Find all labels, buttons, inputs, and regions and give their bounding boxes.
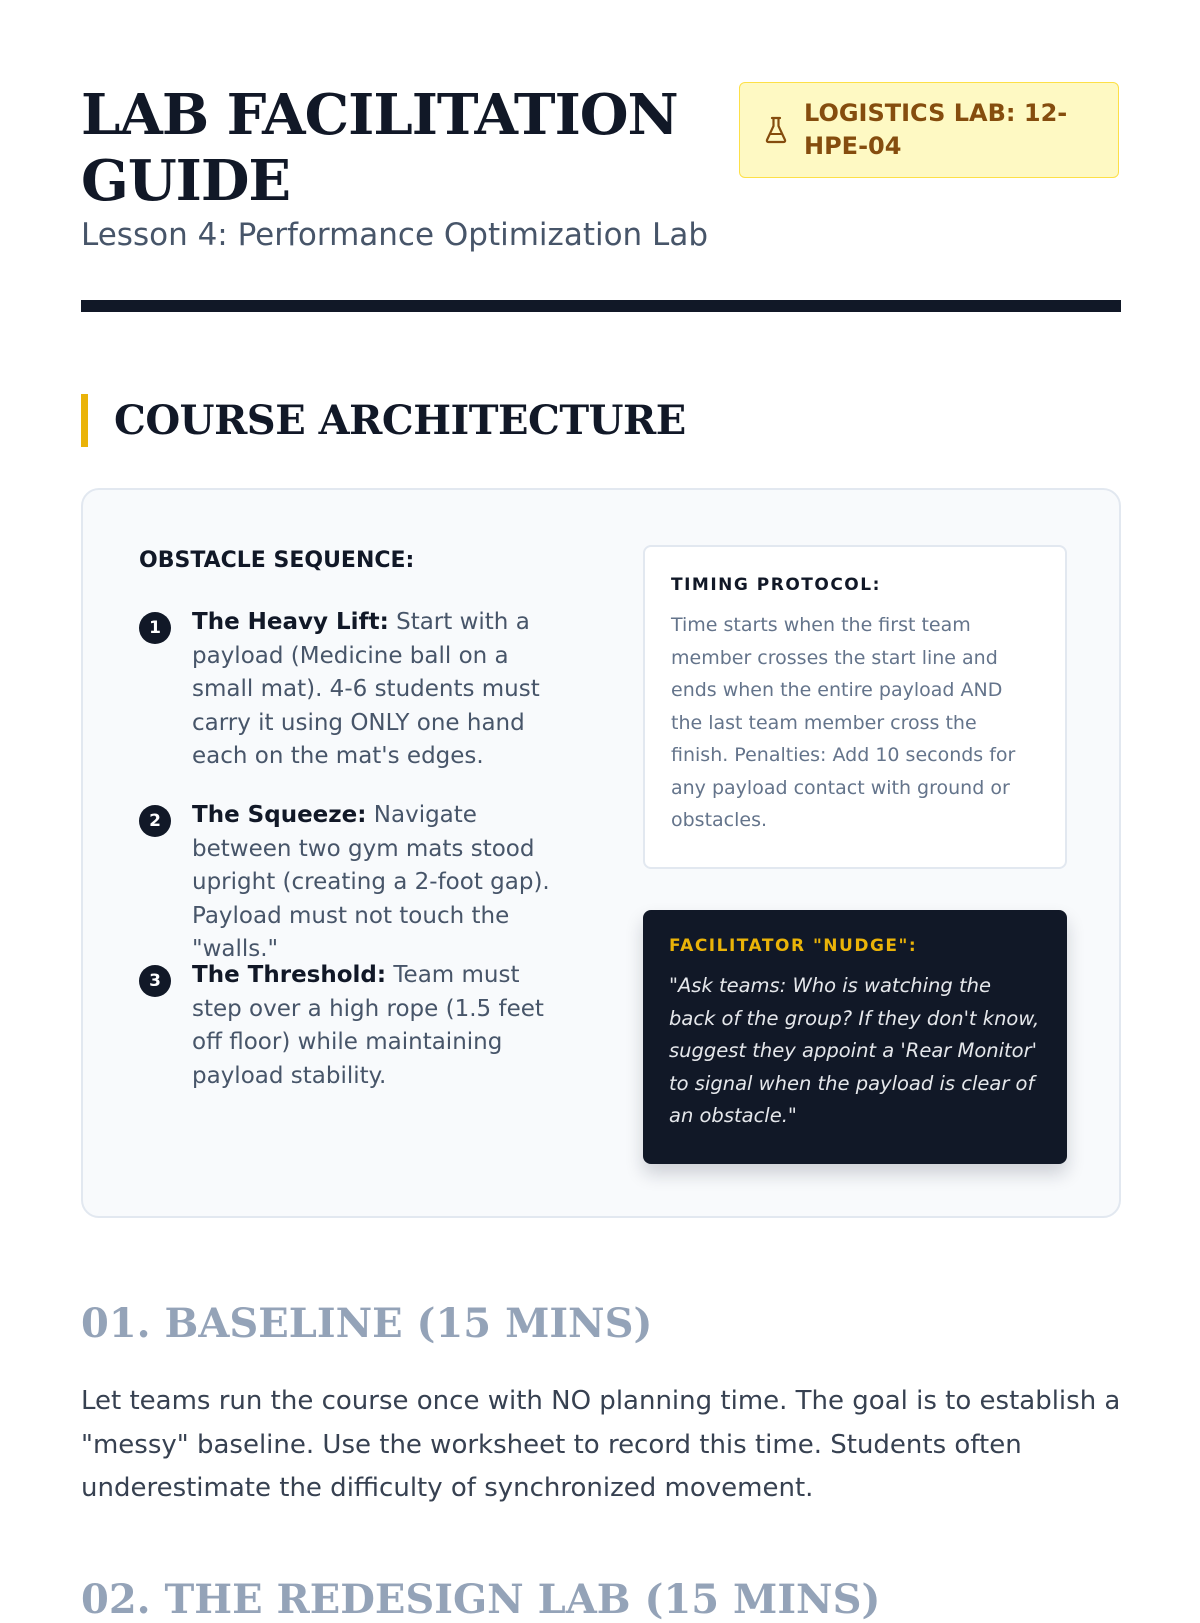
obstacle-name: The Heavy Lift: xyxy=(192,609,389,635)
step-heading-baseline: 01. BASELINE (15 MINS) xyxy=(81,1300,653,1347)
step-body-baseline: Let teams run the course once with NO planning time. The goal is to establish a "messy" baseline. Use the worksheet to record this time. Students often underestimate the difficulty of synchronized movement. xyxy=(81,1386,1121,1503)
step-heading-redesign-lab: 02. THE REDESIGN LAB (15 MINS) xyxy=(81,1576,881,1623)
obstacle-sequence-title: OBSTACLE SEQUENCE: xyxy=(139,548,415,573)
obstacle-item xyxy=(139,606,569,776)
obstacle-item xyxy=(139,959,569,1095)
flask-icon xyxy=(764,116,788,144)
obstacle-description: Start with a payload (Medicine ball on a small mat). 4-6 students must carry it using ONLY one hand each on the mat's edges. xyxy=(192,609,540,769)
facilitator-nudge-box xyxy=(643,910,1067,1164)
obstacle-description: Navigate between two gym mats stood upright (creating a 2-foot gap). Payload must not touch the "walls." xyxy=(192,802,550,962)
lab-code-label: LOGISTICS LAB: 12-HPE-04 xyxy=(804,99,1068,160)
obstacle-text xyxy=(192,606,572,774)
obstacle-item xyxy=(139,799,569,962)
obstacle-number-badge: 1 xyxy=(139,612,171,644)
obstacle-number-badge: 2 xyxy=(139,805,171,837)
section-heading-course-architecture xyxy=(81,394,686,446)
obstacle-text xyxy=(192,799,572,967)
section-title: COURSE ARCHITECTURE xyxy=(114,396,686,444)
timing-protocol-text: Time starts when the first team member crosses the start line and ends when the entire payload AND the last team member cross the finish. Penalties: Add 10 seconds for any payload contact with ground or obstacles. xyxy=(671,614,1016,831)
obstacle-number-badge: 3 xyxy=(139,965,171,997)
lab-code-badge xyxy=(739,82,1119,178)
course-architecture-card xyxy=(81,488,1121,1218)
document-title: LAB FACILITATION GUIDE xyxy=(81,82,678,214)
document-header xyxy=(81,82,1121,312)
facilitator-nudge-title: FACILITATOR "NUDGE": xyxy=(669,936,918,956)
obstacle-name: The Squeeze: xyxy=(192,802,367,828)
section-accent-bar xyxy=(81,394,88,447)
facilitator-nudge-quote: "Ask teams: Who is watching the back of the group? If they don't know, suggest they appoint a 'Rear Monitor' to signal when the payload is clear of an obstacle." xyxy=(669,974,1040,1127)
obstacle-name: The Threshold: xyxy=(192,962,387,988)
header-divider xyxy=(81,300,1121,312)
document-subtitle: Lesson 4: Performance Optimization Lab xyxy=(81,217,708,253)
timing-protocol-box xyxy=(643,545,1067,869)
obstacle-description: Team must step over a high rope (1.5 feet off floor) while maintaining payload stability. xyxy=(192,962,544,1089)
obstacle-text xyxy=(192,959,572,1093)
timing-protocol-title: TIMING PROTOCOL: xyxy=(671,575,881,595)
